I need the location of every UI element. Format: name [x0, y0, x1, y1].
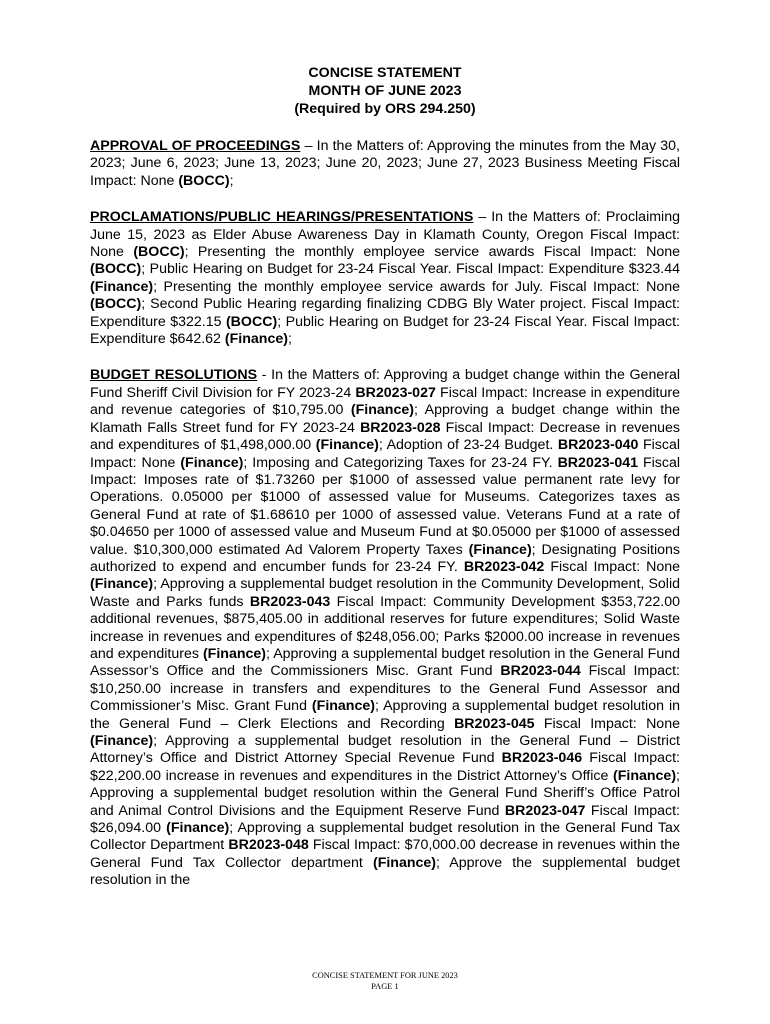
document-header	[0, 64, 770, 118]
text-run: ; Public Hearing on Budget for 23-24 Fiscal Year. Fiscal Impact: Expenditure $323.44	[141, 261, 680, 278]
bold-text: (Finance)	[90, 278, 154, 295]
bold-text: (Finance)	[315, 437, 379, 454]
bold-text: (Finance)	[224, 331, 288, 348]
document-body	[90, 138, 680, 909]
header-title: CONCISE STATEMENT	[308, 65, 462, 81]
bold-text: BR2023-047	[504, 802, 586, 819]
bold-text: (BOCC)	[133, 244, 185, 261]
text-run: Fiscal Impact: Imposes rate of $1.73260 per $1000 of assessed value permanent rate levy for Operations. 0.05000 per $1000 of assessed value for Museums. Categorizes taxes as General Fund at rate of $1.68610 per 1000 of assessed value. Veterans Fund at a rate of $0.04650 per 1000 of assessed value and Museum Fund at $0.05000 per $1000 of assessed value. $10,300,000 estimated Ad Valorem Property Taxes	[90, 454, 680, 558]
page-footer	[0, 970, 770, 992]
text-run: ; Designating Positions authorized to expend and encumber funds for 23-24 FY.	[90, 541, 680, 575]
bold-text: BR2023-028	[360, 419, 441, 436]
section-heading: PROCLAMATIONS/PUBLIC HEARINGS/PRESENTATIONS	[90, 209, 474, 226]
text-run: Fiscal Impact: Decrease in revenues and expenditures of $1,498,000.00	[90, 419, 680, 454]
bold-text: BR2023-046	[501, 750, 583, 767]
text-run: ; Adoption of 23-24 Budget.	[378, 437, 558, 454]
text-run: ; Approving a budget change within the Klamath Falls Street fund for FY 2023-24	[90, 402, 680, 436]
text-run: ; Public Hearing on Budget for 23-24 Fiscal Year. Fiscal Impact: Expenditure $642.62	[90, 313, 680, 348]
text-run: ; Approving a supplemental budget resolution within the General Fund Sheriff’s Office Patrol and Animal Control Divisions and the Equipment Reserve Fund	[90, 767, 680, 819]
bold-text: BR2023-027	[355, 384, 436, 401]
bold-text: (BOCC)	[225, 313, 278, 330]
text-run: ; Approving a supplemental budget resolution in the Community Development, Solid Waste and Parks funds	[90, 576, 680, 610]
text-run: ;	[287, 331, 292, 348]
bold-text: (Finance)	[612, 767, 677, 784]
section-heading: APPROVAL OF PROCEEDINGS	[90, 138, 301, 154]
section-approval-of-proceedings	[90, 138, 680, 190]
text-run: ;	[229, 172, 234, 189]
bold-text: BR2023-048	[228, 837, 309, 854]
text-run: Fiscal Impact: Community Development $353,722.00 additional revenues, $875,405.00 in additional reserves for future expenditures; Solid Waste increase in revenues and expenditures of $248,056.00; Parks $2000.00 increase in revenues and expenditures	[90, 593, 680, 662]
section-text	[90, 367, 680, 888]
bold-text: (BOCC)	[90, 261, 142, 278]
text-run: ; Presenting the monthly employee service awards Fiscal Impact: None	[184, 244, 681, 261]
bold-text: (Finance)	[202, 645, 267, 662]
text-run: ; Approve the supplemental budget resolution in the	[90, 854, 681, 889]
text-run: - In the Matters of: Approving a budget change within the General Fund Sheriff Civil Division for FY 2023-24	[90, 367, 680, 401]
bold-text: BR2023-043	[249, 593, 331, 610]
bold-text: (BOCC)	[90, 296, 142, 313]
bold-text: BR2023-040	[557, 437, 639, 454]
text-run: Fiscal Impact: $10,250.00 increase in transfers and expenditures to the General Fund Assessor and Commissioner’s Misc. Grant Fund	[90, 663, 680, 715]
text-run: Fiscal Impact: Increase in expenditure and revenue categories of $10,795.00	[90, 384, 680, 419]
text-run: ; Second Public Hearing regarding finalizing CDBG Bly Water project. Fiscal Impact: Expenditure $322.15	[90, 296, 680, 330]
text-run: ; Imposing and Categorizing Taxes for 23-24 FY.	[243, 454, 558, 471]
bold-text: (BOCC)	[178, 172, 230, 189]
bold-text: (Finance)	[90, 576, 154, 593]
section-heading: BUDGET RESOLUTIONS	[90, 367, 258, 384]
footer-title: CONCISE STATEMENT FOR JUNE 2023	[312, 971, 458, 980]
text-run: Fiscal Impact: None	[534, 715, 680, 732]
text-run: ; Presenting the monthly employee service awards for July. Fiscal Impact: None	[153, 278, 680, 295]
bold-text: BR2023-045	[454, 715, 535, 732]
bold-text: (Finance)	[372, 854, 437, 871]
bold-text: BR2023-041	[557, 454, 639, 471]
text-run: ; Approving a supplemental budget resolution in the General Fund – District Attorney’s Office and District Attorney Special Revenue Fund	[90, 733, 680, 767]
bold-text: (Finance)	[180, 454, 244, 471]
section-budget-resolutions	[90, 367, 680, 889]
bold-text: (Finance)	[468, 541, 532, 558]
bold-text: BR2023-042	[463, 558, 545, 575]
bold-text: (Finance)	[311, 698, 375, 715]
section-proclamations	[90, 209, 680, 348]
bold-text: BR2023-044	[500, 663, 581, 680]
text-run: ; Approving a supplemental budget resolution in the General Fund – Clerk Elections and Recording	[90, 698, 680, 732]
header-month: MONTH OF JUNE 2023	[308, 83, 462, 99]
text-run: Fiscal Impact: None	[90, 437, 680, 471]
text-run: Fiscal Impact: $22,200.00 increase in revenues and expenditures in the District Attorney’s Office	[90, 750, 680, 784]
text-run: Fiscal Impact: $26,094.00	[90, 802, 681, 837]
text-run: Fiscal Impact: None	[544, 558, 680, 575]
text-run: – In the Matters of: Proclaiming June 15, 2023 as Elder Abuse Awareness Day in Klamath County, Oregon Fiscal Impact: None	[90, 209, 680, 261]
section-text	[90, 209, 680, 347]
text-run: – In the Matters of: Approving the minutes from the May 30, 2023; June 6, 2023; June 13, 2023; June 20, 2023; June 27, 2023 Business Meeting Fiscal Impact: None	[90, 138, 681, 189]
footer-page-number: PAGE 1	[371, 982, 399, 991]
bold-text: (Finance)	[90, 733, 154, 749]
text-run: Fiscal Impact: $70,000.00 decrease in revenues within the General Fund Tax Collector department	[90, 837, 680, 871]
text-run: ; Approving a supplemental budget resolution in the General Fund Assessor’s Office and the Commissioners Misc. Grant Fund	[90, 645, 680, 680]
header-statute: (Required by ORS 294.250)	[294, 101, 476, 117]
bold-text: (Finance)	[350, 402, 414, 419]
text-run: ; Approving a supplemental budget resolution in the General Fund Tax Collector Department	[90, 820, 680, 854]
bold-text: (Finance)	[166, 820, 230, 837]
